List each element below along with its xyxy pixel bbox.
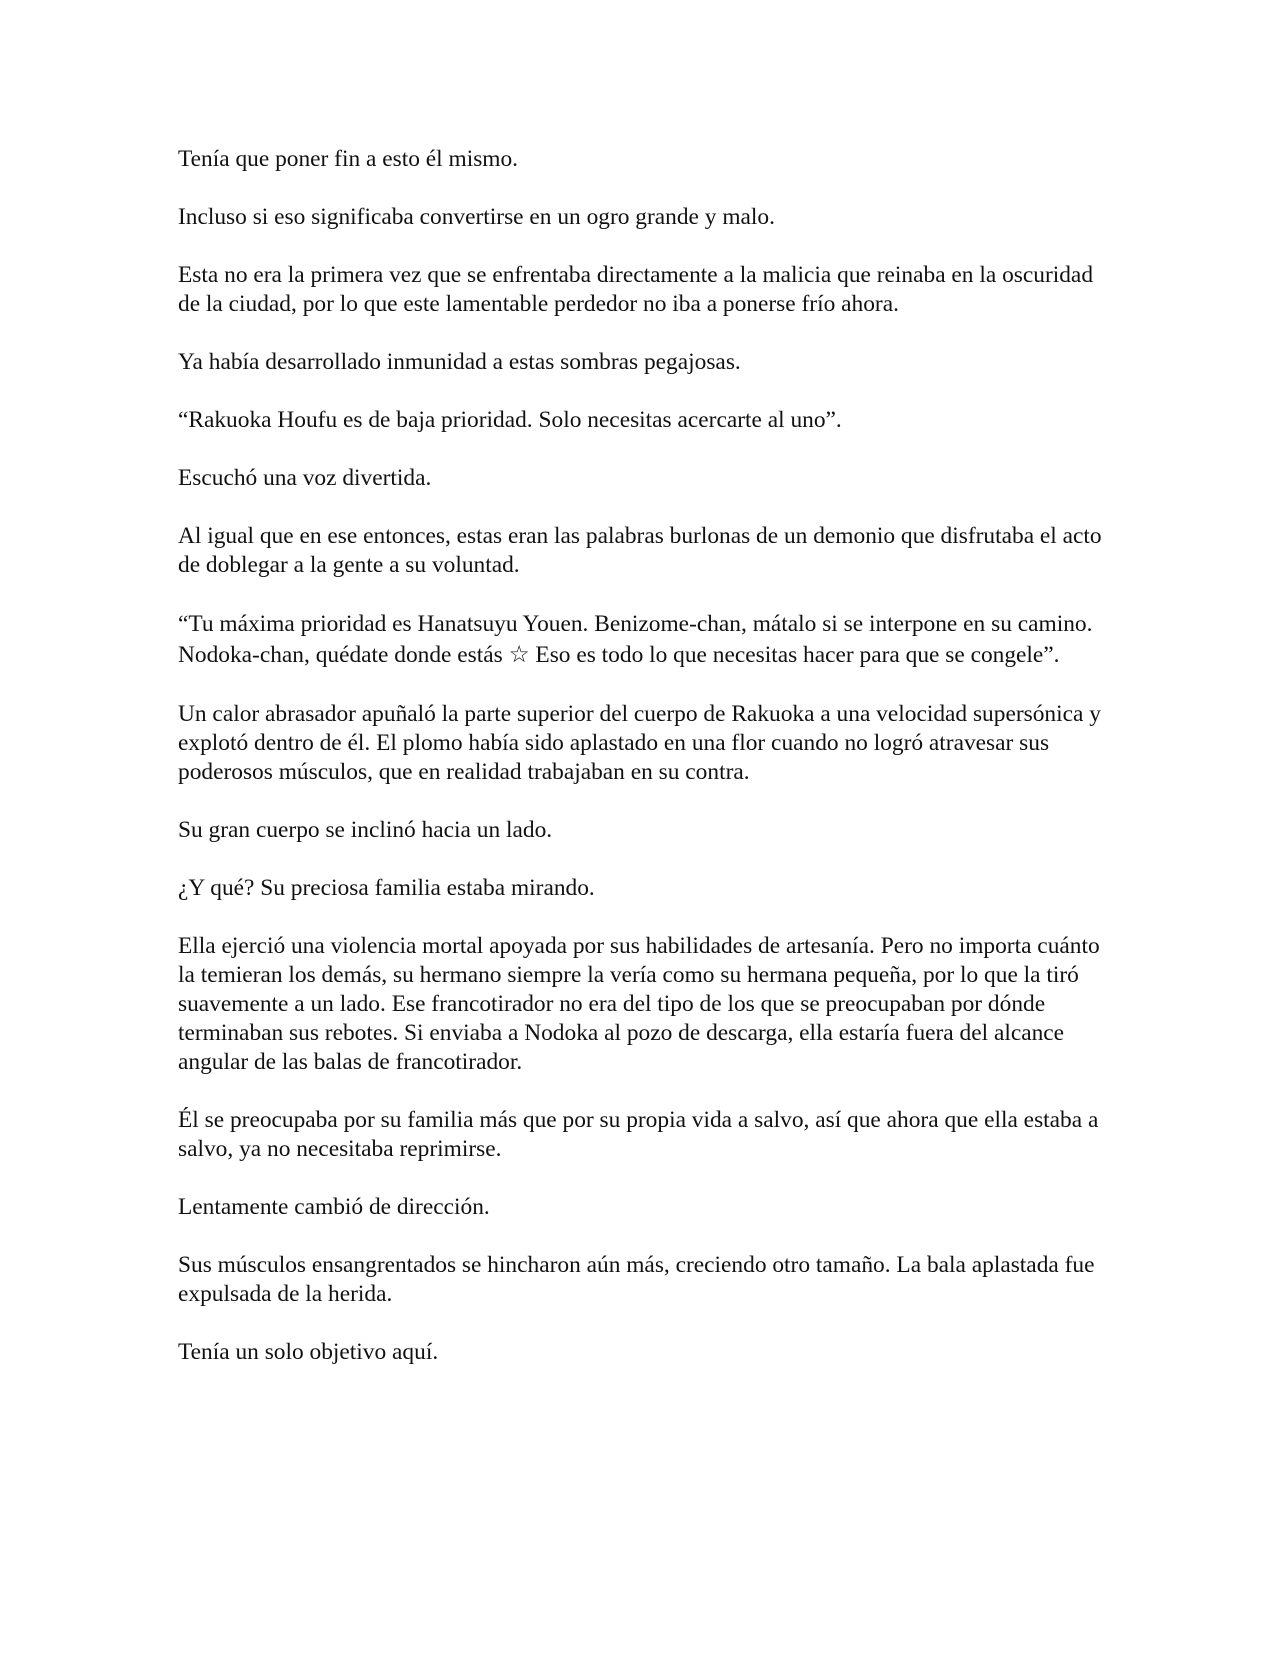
document-body	[178, 145, 1118, 1396]
paragraph-6: Escuchó una voz divertida.	[178, 465, 432, 491]
paragraph-7: Al igual que en ese entonces, estas eran las palabras burlonas de un demonio que disfrutaba el acto de doblegar a la gente a su voluntad.	[178, 523, 1102, 578]
paragraph-16: Tenía un solo objetivo aquí.	[178, 1339, 439, 1365]
paragraph-10: Su gran cuerpo se inclinó hacia un lado.	[178, 817, 553, 843]
paragraph-8: “Tu máxima prioridad es Hanatsuyu Youen. Benizome-chan, mátalo si se interpone en su camino. Nodoka-chan, quédate donde estás ☆ Eso es todo lo que necesitas hacer para que se congele”.	[178, 611, 1093, 668]
paragraph-1: Tenía que poner fin a esto él mismo.	[178, 146, 519, 172]
paragraph-15: Sus músculos ensangrentados se hincharon aún más, creciendo otro tamaño. La bala aplastada fue expulsada de la herida.	[178, 1252, 1095, 1307]
paragraph-4: Ya había desarrollado inmunidad a estas sombras pegajosas.	[178, 349, 741, 375]
paragraph-5: “Rakuoka Houfu es de baja prioridad. Solo necesitas acercarte al uno”.	[178, 407, 842, 433]
paragraph-9: Un calor abrasador apuñaló la parte superior del cuerpo de Rakuoka a una velocidad supersónica y explotó dentro de él. El plomo había sido aplastado en una flor cuando no logró atravesar sus poderosos músculos, que en realidad trabajaban en su contra.	[178, 701, 1101, 785]
paragraph-13: Él se preocupaba por su familia más que por su propia vida a salvo, así que ahora que ella estaba a salvo, ya no necesitaba reprimirse.	[178, 1107, 1099, 1162]
paragraph-2: Incluso si eso significaba convertirse en un ogro grande y malo.	[178, 204, 775, 230]
paragraph-3: Esta no era la primera vez que se enfrentaba directamente a la malicia que reinaba en la oscuridad de la ciudad, por lo que este lamentable perdedor no iba a ponerse frío ahora.	[178, 262, 1094, 317]
paragraph-12: Ella ejerció una violencia mortal apoyada por sus habilidades de artesanía. Pero no importa cuánto la temieran los demás, su hermano siempre la vería como su hermana pequeña, por lo que la tiró suavemente a un lado. Ese francotirador no era del tipo de los que se preocupaban por dónde terminaban sus rebotes. Si enviaba a Nodoka al pozo de descarga, ella estaría fuera del alcance angular de las balas de francotirador.	[178, 933, 1100, 1075]
paragraph-14: Lentamente cambió de dirección.	[178, 1194, 490, 1220]
paragraph-11: ¿Y qué? Su preciosa familia estaba mirando.	[178, 875, 595, 901]
